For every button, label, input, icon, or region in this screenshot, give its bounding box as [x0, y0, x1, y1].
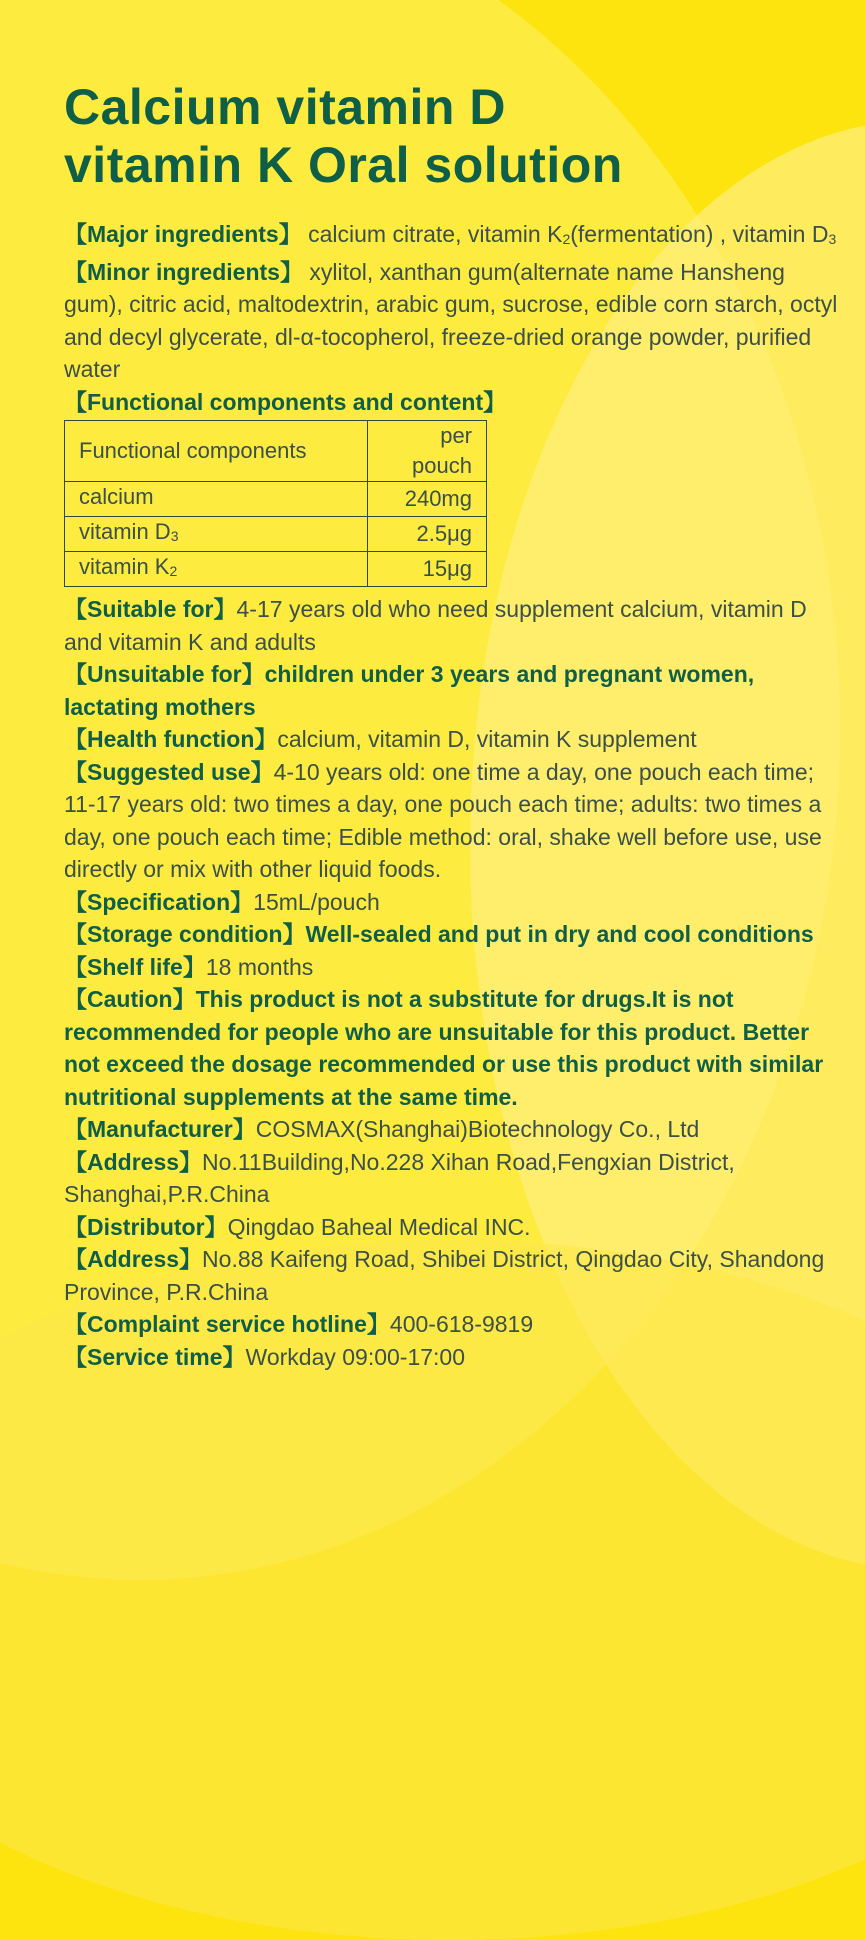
- caution-label: 【Caution】: [64, 986, 196, 1012]
- table-cell-value: 15μg: [368, 552, 487, 587]
- caution-text: This product is not a substitute for drugs.It is not recommended for people who are unsuitable for this product. Better not exceed the dosage recommended or use this product with similar nutritional supplements at the same time.: [64, 986, 824, 1110]
- unsuitable-for: [64, 658, 844, 723]
- address-label: 【Address】: [64, 1148, 203, 1175]
- functional-components-heading: [64, 386, 844, 419]
- address-text: No.11Building,No.228 Xihan Road,Fengxian District, Shanghai,P.R.China: [64, 1148, 735, 1207]
- table-header-cell: per pouch: [368, 421, 487, 482]
- service-time-label: 【Service time】: [64, 1343, 246, 1370]
- service-time: [64, 1341, 844, 1374]
- manufacturer-address: [64, 1146, 844, 1211]
- address-label: 【Address】: [64, 1246, 203, 1272]
- product-title-line1: Calcium vitamin D: [64, 79, 506, 135]
- suggested-use: [64, 756, 844, 886]
- table-row: [65, 552, 487, 587]
- product-title-line2: vitamin K Oral solution: [64, 137, 623, 193]
- minor-ingredients-label: 【Minor ingredients】: [64, 258, 303, 285]
- health-function-text: calcium, vitamin D, vitamin K supplement: [277, 726, 697, 752]
- component-name: vitamin D: [79, 519, 171, 544]
- suitable-for-text: 4-17 years old who need supplement calcium, vitamin D and vitamin K and adults: [64, 596, 807, 655]
- table-cell-value: 2.5μg: [368, 517, 487, 552]
- table-row: [65, 517, 487, 552]
- storage-condition-text: Well-sealed and put in dry and cool conditions: [305, 921, 814, 947]
- product-title: [64, 78, 844, 194]
- storage-condition: [64, 918, 844, 951]
- complaint-hotline-label: 【Complaint service hotline】: [64, 1311, 390, 1337]
- health-function-label: 【Health function】: [64, 726, 278, 752]
- distributor-text: Qingdao Baheal Medical INC.: [227, 1213, 531, 1240]
- unsuitable-for-label: 【Unsuitable for】: [64, 661, 265, 687]
- manufacturer-label: 【Manufacturer】: [64, 1116, 256, 1142]
- table-header-row: [65, 421, 487, 482]
- specification: [64, 886, 844, 919]
- table-row: [65, 482, 487, 517]
- suitable-for-label: 【Suitable for】: [64, 596, 237, 622]
- distributor-address: [64, 1243, 844, 1308]
- major-ingredients: [64, 218, 844, 256]
- suitable-for: [64, 593, 844, 658]
- distributor-label: 【Distributor】: [64, 1213, 228, 1240]
- manufacturer: [64, 1113, 844, 1146]
- suggested-use-text: 4-10 years old: one time a day, one pouch each time; 11-17 years old: two times a day, one pouch each time; adults: two times a day, one pouch each time; Edible method: oral, shake well before use, use directly or mix with other liquid foods.: [64, 758, 822, 882]
- complaint-hotline: [64, 1308, 844, 1341]
- major-ingredients-text-a: calcium citrate, vitamin K: [308, 221, 563, 247]
- label-content: [64, 78, 844, 1373]
- distributor: [64, 1211, 844, 1244]
- table-cell-value: 240mg: [368, 482, 487, 517]
- table-header-cell: Functional components: [65, 421, 368, 482]
- table-cell-name: [65, 517, 368, 552]
- suggested-use-label: 【Suggested use】: [64, 758, 274, 785]
- table-cell-name: [65, 482, 368, 517]
- shelf-life-text: 18 months: [205, 953, 314, 980]
- storage-condition-label: 【Storage condition】: [64, 921, 306, 947]
- minor-ingredients: [64, 256, 844, 386]
- manufacturer-text: COSMAX(Shanghai)Biotechnology Co., Ltd: [255, 1116, 700, 1142]
- major-ingredients-label: 【Major ingredients】: [64, 221, 302, 247]
- health-function: [64, 723, 844, 756]
- complaint-hotline-number: 400-618-9819: [389, 1311, 534, 1337]
- major-ingredients-text-b: (fermentation) , vitamin D: [570, 221, 829, 247]
- service-time-text: Workday 09:00-17:00: [245, 1343, 466, 1370]
- major-sub-b: 3: [828, 231, 837, 247]
- table-cell-name: [65, 552, 368, 587]
- shelf-life: [64, 951, 844, 984]
- specification-text: 15mL/pouch: [253, 888, 380, 915]
- unsuitable-for-text: children under 3 years and pregnant women, lactating mothers: [64, 661, 755, 720]
- address-text: No.88 Kaifeng Road, Shibei District, Qingdao City, Shandong Province, P.R.China: [64, 1246, 825, 1305]
- shelf-life-label: 【Shelf life】: [64, 953, 206, 980]
- functional-components-table: [64, 420, 487, 587]
- minor-ingredients-text: xylitol, xanthan gum(alternate name Hansheng gum), citric acid, maltodextrin, arabic gum, sucrose, edible corn starch, octyl and decyl glycerate, dl-α-tocopherol, freeze-dried orange powder, purified water: [64, 258, 838, 382]
- component-name: vitamin K: [79, 554, 170, 579]
- major-sub-a: 2: [562, 231, 571, 247]
- component-sub: 3: [170, 528, 179, 544]
- component-sub: 2: [169, 563, 178, 579]
- functional-components-label: 【Functional components and content】: [64, 388, 507, 415]
- specification-label: 【Specification】: [64, 888, 254, 915]
- caution: [64, 983, 844, 1113]
- component-name: calcium: [79, 484, 154, 509]
